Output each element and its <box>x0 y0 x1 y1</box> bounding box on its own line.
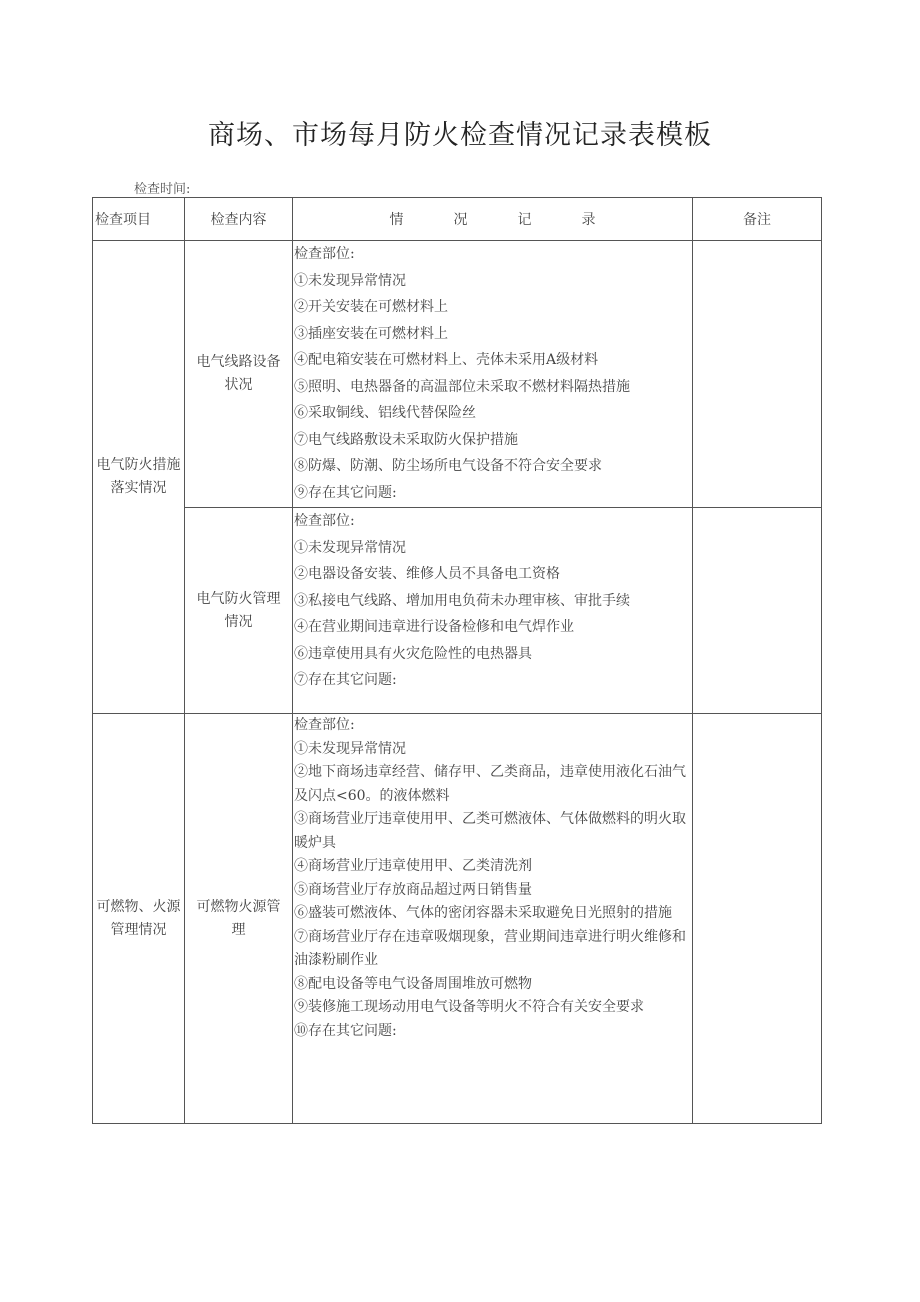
header-record-char: 况 <box>453 212 468 228</box>
record-line: ①未发现异常情况 <box>294 272 406 289</box>
category-combustibles: 可燃物、火源管理情况 <box>93 714 185 1124</box>
record-line: ③私接电气线路、增加用电负荷未办理审核、审批手续 <box>294 592 630 609</box>
remark-cell[interactable] <box>693 241 822 508</box>
record-line: ②地下商场违章经营、储存甲、乙类商品，违章使用液化石油气及闪点<60。的液体燃料 <box>294 764 686 804</box>
check-time-label[interactable]: 检查时间: <box>134 182 191 197</box>
record-electrical-management[interactable] <box>293 508 693 714</box>
record-line: ⑥盛装可燃液体、气体的密闭容器未采取避免日光照射的措施 <box>294 905 672 921</box>
record-line: ⑤商场营业厅存放商品超过两日销售量 <box>294 881 532 898</box>
record-line: ⑦商场营业厅存在违章吸烟现象，营业期间违章进行明火维修和油漆粉刷作业 <box>294 928 686 968</box>
header-remark: 备注 <box>693 198 822 241</box>
record-line: ②电器设备安装、维修人员不具备电工资格 <box>294 566 560 582</box>
header-record-char: 情 <box>389 212 404 228</box>
header-record-char: 录 <box>581 212 596 228</box>
record-line: ④商场营业厅违章使用甲、乙类清洗剂 <box>294 858 532 874</box>
table-header-row <box>93 198 822 241</box>
content-fire-source: 可燃物火源管理 <box>185 714 293 1124</box>
record-line: 检查部位: <box>294 717 355 733</box>
record-line: ⑥采取铜线、铝线代替保险丝 <box>294 405 476 421</box>
record-line: ⑤照明、电热器备的高温部位未采取不燃材料隔热措施 <box>294 378 630 395</box>
remark-cell[interactable] <box>693 508 822 714</box>
record-line: ⑧防爆、防潮、防尘场所电气设备不符合安全要求 <box>294 458 602 474</box>
page-title: 商场、市场每月防火检查情况记录表模板 <box>208 120 712 151</box>
record-line: 检查部位: <box>294 513 355 529</box>
record-line: ③商场营业厅违章使用甲、乙类可燃液体、气体做燃料的明火取暖炉具 <box>294 811 686 851</box>
header-record-char: 记 <box>517 212 532 228</box>
record-electrical-wiring[interactable] <box>293 241 693 508</box>
record-line: ①未发现异常情况 <box>294 539 406 556</box>
record-line: 检查部位: <box>294 246 355 262</box>
table-row <box>93 508 822 714</box>
content-electrical-wiring: 电气线路设备状况 <box>185 241 293 508</box>
header-check-content: 检查内容 <box>185 198 293 241</box>
content-electrical-management: 电气防火管理情况 <box>185 508 293 714</box>
record-line: ⑨装修施工现场动用电气设备等明火不符合有关安全要求 <box>294 999 644 1015</box>
record-line: ⑨存在其它问题: <box>294 484 397 501</box>
record-line: ②开关安装在可燃材料上 <box>294 299 448 315</box>
category-electrical: 电气防火措施落实情况 <box>93 241 185 714</box>
record-line: ④配电箱安装在可燃材料上、壳体未采用A级材料 <box>294 352 599 368</box>
remark-cell[interactable] <box>693 714 822 1124</box>
record-line: ①未发现异常情况 <box>294 740 406 757</box>
inspection-record-table <box>92 197 822 1124</box>
header-check-item: 检查项目 <box>93 198 185 241</box>
record-line: ④在营业期间违章进行设备检修和电气焊作业 <box>294 619 574 635</box>
header-record <box>293 198 693 241</box>
record-line: ⑦电气线路敷设未采取防火保护措施 <box>294 431 518 448</box>
record-line: ③插座安装在可燃材料上 <box>294 325 448 342</box>
record-line: ⑥违章使用具有火灾危险性的电热器具 <box>294 645 532 662</box>
table-row <box>93 714 822 1124</box>
record-line: ⑦存在其它问题: <box>294 672 397 688</box>
record-line: ⑧配电设备等电气设备周围堆放可燃物 <box>294 975 532 992</box>
table-row <box>93 241 822 508</box>
record-line: ⑩存在其它问题: <box>294 1022 397 1039</box>
record-fire-source[interactable] <box>293 714 693 1124</box>
